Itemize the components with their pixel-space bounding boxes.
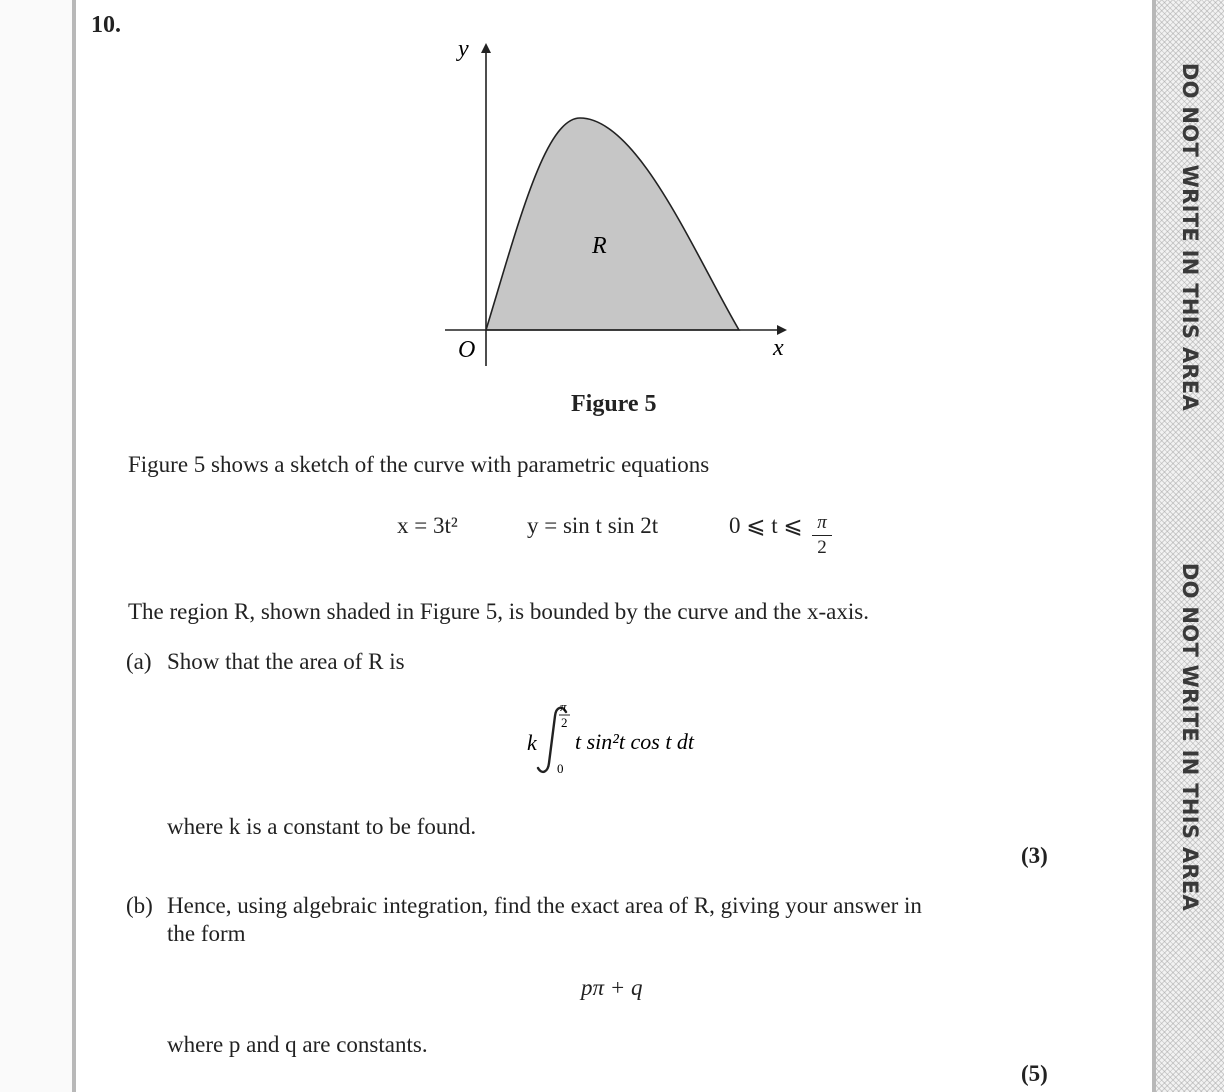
part-b-text-line2: the form	[167, 921, 246, 946]
fraction-bar	[812, 535, 832, 536]
region-label: R	[592, 233, 607, 259]
range-upper-fraction	[812, 512, 832, 559]
margin-warning-top: DO NOT WRITE IN THIS AREA	[1178, 62, 1202, 412]
part-b-label: (b)	[126, 893, 153, 918]
shaded-region-r	[486, 118, 739, 330]
left-margin	[0, 0, 72, 1092]
y-axis-label: y	[458, 36, 469, 62]
origin-label: O	[458, 337, 476, 363]
area-integral	[520, 700, 720, 784]
left-margin-rule	[72, 0, 76, 1092]
part-a-text: Show that the area of R is	[167, 649, 405, 674]
y-equation: y = sin t sin 2t	[527, 513, 659, 538]
integral-upper-two: 2	[561, 715, 568, 730]
range-pi: π	[817, 512, 827, 533]
x-axis-label: x	[773, 335, 784, 361]
integral-upper-pi: π	[560, 700, 567, 714]
integrand: t sin²t cos t dt	[575, 729, 695, 754]
integral-lower-limit: 0	[557, 761, 564, 776]
range-two: 2	[817, 537, 827, 558]
part-b-where: where p and q are constants.	[167, 1032, 428, 1057]
part-b-text-line1: Hence, using algebraic integration, find the exact area of R, giving your answer in	[167, 893, 922, 918]
integral-coefficient: k	[527, 730, 537, 755]
x-equation: x = 3t²	[397, 513, 458, 538]
margin-warning-bottom: DO NOT WRITE IN THIS AREA	[1178, 562, 1202, 912]
part-b-marks: (5)	[1021, 1061, 1048, 1086]
region-description: The region R, shown shaded in Figure 5, is bounded by the curve and the x-axis.	[128, 599, 869, 624]
figure-caption: Figure 5	[571, 391, 657, 417]
figure-5-sketch	[430, 30, 810, 380]
part-a-where: where k is a constant to be found.	[167, 814, 477, 839]
parameter-range: 0 ⩽ t ⩽	[729, 513, 803, 538]
part-a-label: (a)	[126, 649, 152, 674]
part-a-marks: (3)	[1021, 843, 1048, 868]
answer-form: pπ + q	[581, 975, 643, 1000]
question-number: 10.	[91, 12, 121, 38]
intro-text: Figure 5 shows a sketch of the curve with parametric equations	[128, 452, 710, 477]
